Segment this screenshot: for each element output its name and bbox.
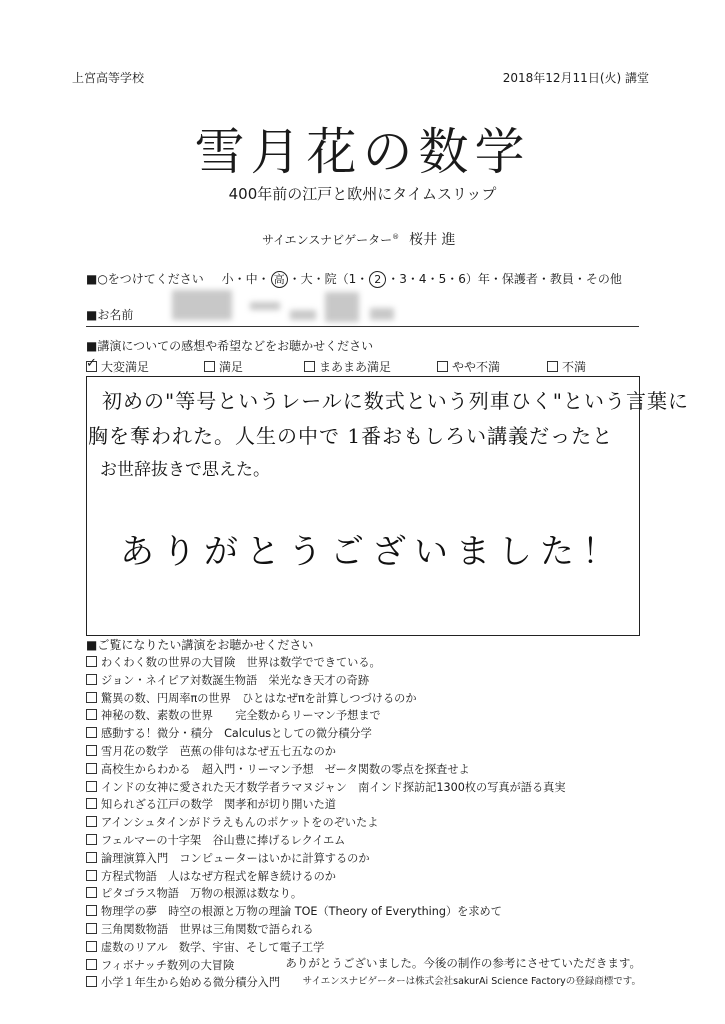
lecture-item[interactable]: 雪月花の数学 芭蕉の俳句はなぜ五七五なのか — [86, 743, 566, 761]
comment-line-2: 胸を奪われた。人生の中で 1番おもしろい講義だったと — [88, 424, 614, 448]
grade-options — [222, 272, 622, 286]
option-somewhat-dissatisfied[interactable] — [437, 358, 500, 375]
page-subtitle: 400年前の江戸と欧州にタイムスリップ — [228, 185, 497, 203]
option-label: 満足 — [219, 360, 244, 374]
year-options-rest: ・3・4・5・6）年・保護者・教員・その他 — [387, 272, 622, 286]
school-name: 上宮高等学校 — [72, 71, 145, 85]
checkbox[interactable] — [86, 959, 97, 970]
lecture-item[interactable]: 神秘の数、素数の世界 完全数からリーマン予想まで — [86, 707, 566, 725]
lecture-item[interactable]: アインシュタインがドラえもんのポケットをのぞいたよ — [86, 814, 566, 832]
checkbox[interactable] — [86, 976, 97, 987]
lecture-item[interactable]: 小学１年生から始める微分積分入門 — [86, 974, 566, 992]
lecture-item[interactable]: 高校生からわかる 超入門・リーマン予想 ゼータ関数の零点を探査せよ — [86, 761, 566, 779]
checkbox[interactable] — [86, 923, 97, 934]
option-label: まあまあ満足 — [319, 360, 392, 374]
checkbox[interactable] — [86, 781, 97, 792]
event-date: 2018年12月11日(火) 講堂 — [502, 71, 649, 85]
option-very-satisfied[interactable] — [86, 358, 149, 375]
page-title: 雪月花の数学 — [194, 123, 531, 181]
checkbox[interactable] — [86, 727, 97, 738]
option-label: 大変満足 — [101, 360, 150, 374]
checkbox[interactable] — [86, 798, 97, 809]
lecture-list-label: ■ご覧になりたい講演をお聴かせください — [86, 638, 314, 652]
registered-mark: ® — [392, 233, 400, 241]
option-satisfied[interactable] — [204, 358, 243, 375]
checkbox[interactable] — [86, 709, 97, 720]
redacted-name-5 — [370, 308, 394, 320]
circled-year[interactable]: 2 — [369, 271, 386, 288]
lecture-item[interactable]: 感動する！微分・積分 Calculusとしての微分積分学 — [86, 725, 566, 743]
checkbox[interactable] — [86, 674, 97, 685]
checkbox[interactable] — [437, 361, 448, 372]
checkbox[interactable] — [86, 692, 97, 703]
survey-label: ■講演についての感想や希望などをお聴かせください — [86, 339, 374, 353]
lecture-item[interactable]: 虚数のリアル 数学、宇宙、そして電子工学 — [86, 939, 566, 957]
checkbox[interactable] — [86, 941, 97, 952]
grade-row — [86, 270, 622, 288]
name-field-line[interactable] — [86, 326, 639, 327]
lecture-item[interactable]: 驚異の数、円周率πの世界 ひとはなぜπを計算しつづけるのか — [86, 690, 566, 708]
redacted-name-3 — [290, 310, 316, 320]
lecture-list — [86, 654, 566, 992]
checkbox[interactable] — [86, 852, 97, 863]
presenter-role: サイエンスナビゲーター — [262, 233, 393, 247]
presenter — [262, 229, 456, 249]
comment-line-4: ありがとうございました！ — [120, 532, 624, 572]
redacted-name-1 — [172, 290, 232, 320]
lecture-item[interactable]: 方程式物語 人はなぜ方程式を解き続けるのか — [86, 868, 566, 886]
checkbox[interactable] — [86, 887, 97, 898]
name-label: ■お名前 — [86, 308, 134, 322]
checkbox[interactable] — [86, 816, 97, 827]
lecture-item[interactable]: ピタゴラス物語 万物の根源は数なり。 — [86, 885, 566, 903]
checkbox[interactable] — [86, 870, 97, 881]
checkbox[interactable] — [86, 763, 97, 774]
lecture-item[interactable]: ジョン・ネイピア対数誕生物語 栄光なき天才の奇跡 — [86, 672, 566, 690]
lecture-item[interactable]: 物理学の夢 時空の根源と万物の理論 TOE（Theory of Everything）を求めて — [86, 903, 566, 921]
lecture-item[interactable]: 知られざる江戸の数学 関孝和が切り開いた道 — [86, 796, 566, 814]
presenter-name: 桜井 進 — [409, 232, 456, 248]
school-options: 小・中・ — [221, 272, 270, 286]
comment-box[interactable] — [86, 376, 640, 636]
lecture-item[interactable]: インドの女神に愛された天才数学者ラマヌジャン 南インド探訪記1300枚の写真が語る真実 — [86, 779, 566, 797]
checkbox[interactable] — [204, 361, 215, 372]
lecture-item[interactable]: 三角関数物語 世界は三角関数で語られる — [86, 921, 566, 939]
circled-school[interactable]: 高 — [271, 271, 288, 288]
comment-line-1: 初めの"等号というレールに数式という列車ひく"という言葉に — [102, 389, 689, 413]
checkbox[interactable] — [86, 834, 97, 845]
lecture-item[interactable]: フィボナッチ数列の大冒険 — [86, 957, 566, 975]
lecture-item[interactable]: フェルマーの十字架 谷山豊に捧げるレクイエム — [86, 832, 566, 850]
checkbox[interactable] — [86, 905, 97, 916]
grade-label: ■○をつけてください — [86, 272, 204, 286]
checkbox[interactable] — [547, 361, 558, 372]
option-label: 不満 — [562, 360, 587, 374]
checkbox[interactable] — [304, 361, 315, 372]
footer-thanks: ありがとうございました。今後の制作の参考にさせていただきます。 — [285, 956, 641, 970]
checkbox[interactable] — [86, 745, 97, 756]
footer-trademark: サイエンスナビゲーターは株式会社sakurAi Science Factoryの登録商標です。 — [302, 976, 641, 987]
redacted-name-2 — [250, 302, 280, 310]
comment-line-3: お世辞抜きで思えた。 — [100, 460, 270, 480]
lecture-item[interactable]: 論理演算入門 コンピューターはいかに計算するのか — [86, 850, 566, 868]
option-somewhat-satisfied[interactable] — [304, 358, 391, 375]
option-label: やや不満 — [452, 360, 501, 374]
school-options-rest: ・大・院（1・ — [288, 272, 369, 286]
lecture-item[interactable]: わくわく数の世界の大冒険 世界は数学でできている。 — [86, 654, 566, 672]
checkbox[interactable] — [86, 656, 97, 667]
redacted-name-4 — [325, 292, 359, 322]
checkbox-checked[interactable] — [86, 361, 97, 372]
option-dissatisfied[interactable] — [547, 358, 586, 375]
